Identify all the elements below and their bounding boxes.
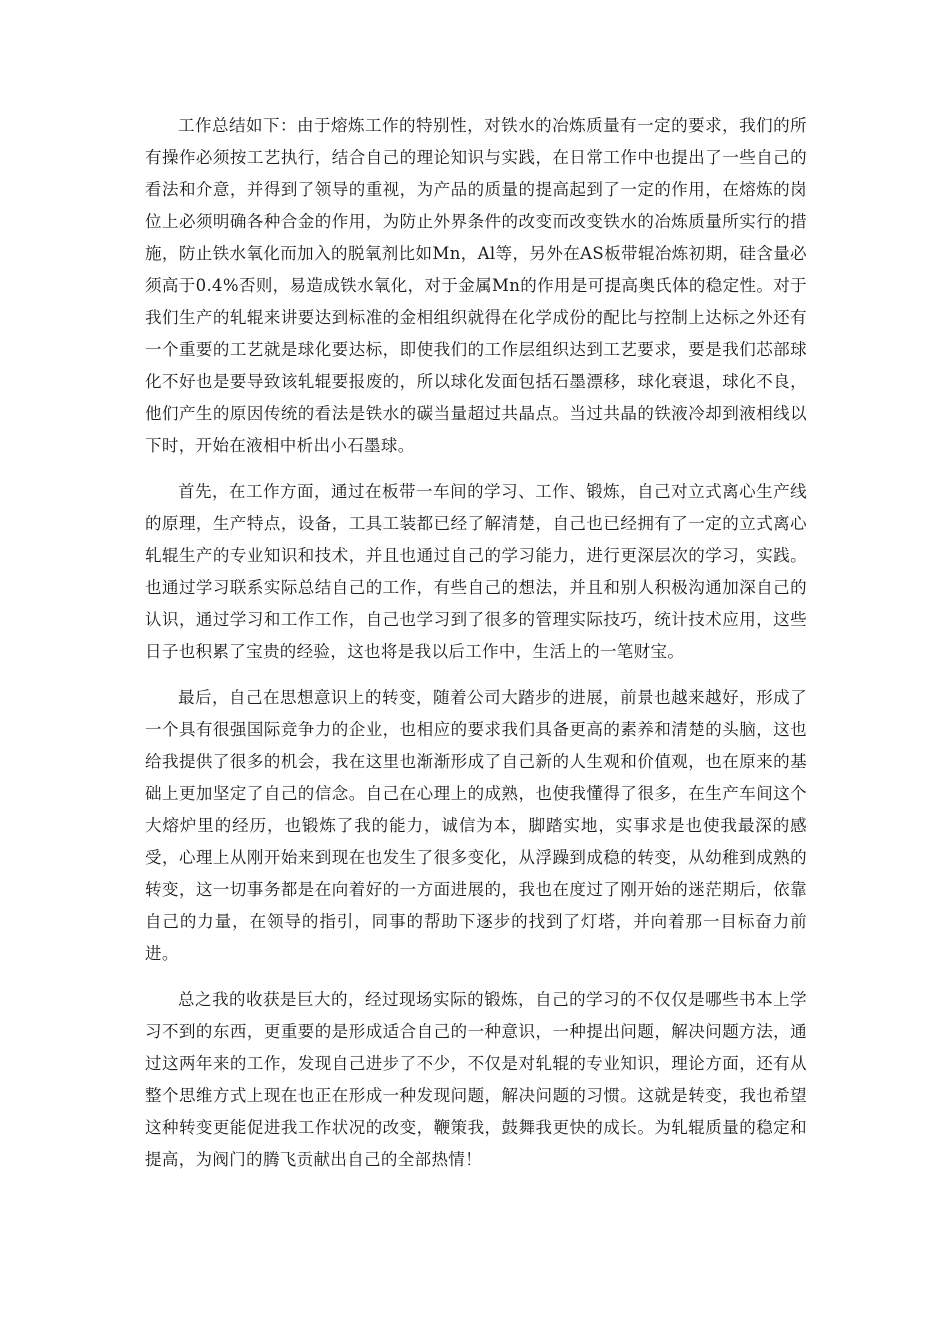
document-body [145,110,807,1190]
paragraph-firstly-work: 首先，在工作方面，通过在板带一车间的学习、工作、锻炼，自己对立式离心生产线的原理，生产特点，设备，工具工装都已经了解清楚，自己也已经拥有了一定的立式离心轧辊生产的专业知识和技术，并且也通过自己的学习能力，进行更深层次的学习，实践。也通过学习联系实际总结自己的工作，有些自己的想法，并且和别人积极沟通加深自己的认识，通过学习和工作工作，自己也学习到了很多的管理实际技巧，统计技术应用，这些日子也积累了宝贵的经验，这也将是我以后工作中，生活上的一笔财宝。 [145,482,807,661]
paragraph-finally-mindset: 最后，自己在思想意识上的转变，随着公司大踏步的进展，前景也越来越好，形成了一个具有很强国际竞争力的企业，也相应的要求我们具备更高的素养和清楚的头脑，这也给我提供了很多的机会，我在这里也渐渐形成了自己新的人生观和价值观，也在原来的基础上更加坚定了自己的信念。自己在心理上的成熟，也使我懂得了很多，在生产车间这个大熔炉里的经历，也锻炼了我的能力，诚信为本，脚踏实地，实事求是也使我最深的感受，心理上从刚开始来到现在也发生了很多变化，从浮躁到成稳的转变，从幼稚到成熟的转变，这一切事务都是在向着好的一方面进展的，我也在度过了刚开始的迷茫期后，依靠自己的力量，在领导的指引，同事的帮助下逐步的找到了灯塔，并向着那一目标奋力前进。 [145,688,807,963]
paragraph-work-summary: 工作总结如下：由于熔炼工作的特别性，对铁水的冶炼质量有一定的要求，我们的所有操作必须按工艺执行，结合自己的理论知识与实践，在日常工作中也提出了一些自己的看法和介意，并得到了领导的重视，为产品的质量的提高起到了一定的作用，在熔炼的岗位上必须明确各种合金的作用，为防止外界条件的改变而改变铁水的冶炼质量所实行的措施，防止铁水氧化而加入的脱氧剂比如Mn，Al等，另外在AS板带辊冶炼初期，硅含量必须高于0.4%否则，易造成铁水氧化，对于金属Mn的作用是可提高奥氏体的稳定性。对于我们生产的轧辊来讲要达到标准的金相组织就得在化学成份的配比与控制上达标之外还有一个重要的工艺就是球化要达标，即使我们的工作层组织达到工艺要求，要是我们芯部球化不好也是要导致该轧辊要报废的，所以球化发面包括石墨漂移，球化衰退，球化不良，他们产生的原因传统的看法是铁水的碳当量超过共晶点。当过共晶的铁液冷却到液相线以下时，开始在液相中析出小石墨球。 [145,116,807,455]
paragraph-conclusion: 总之我的收获是巨大的，经过现场实际的锻炼，自己的学习的不仅仅是哪些书本上学习不到的东西，更重要的是形成适合自己的一种意识，一种提出问题，解决问题方法，通过这两年来的工作，发现自己进步了不少，不仅是对轧辊的专业知识，理论方面，还有从整个思维方式上现在也正在形成一种发现问题，解决问题的习惯。这就是转变，我也希望这种转变更能促进我工作状况的改变，鞭策我，鼓舞我更快的成长。为轧辊质量的稳定和提高，为阀门的腾飞贡献出自己的全部热情！ [145,990,807,1169]
